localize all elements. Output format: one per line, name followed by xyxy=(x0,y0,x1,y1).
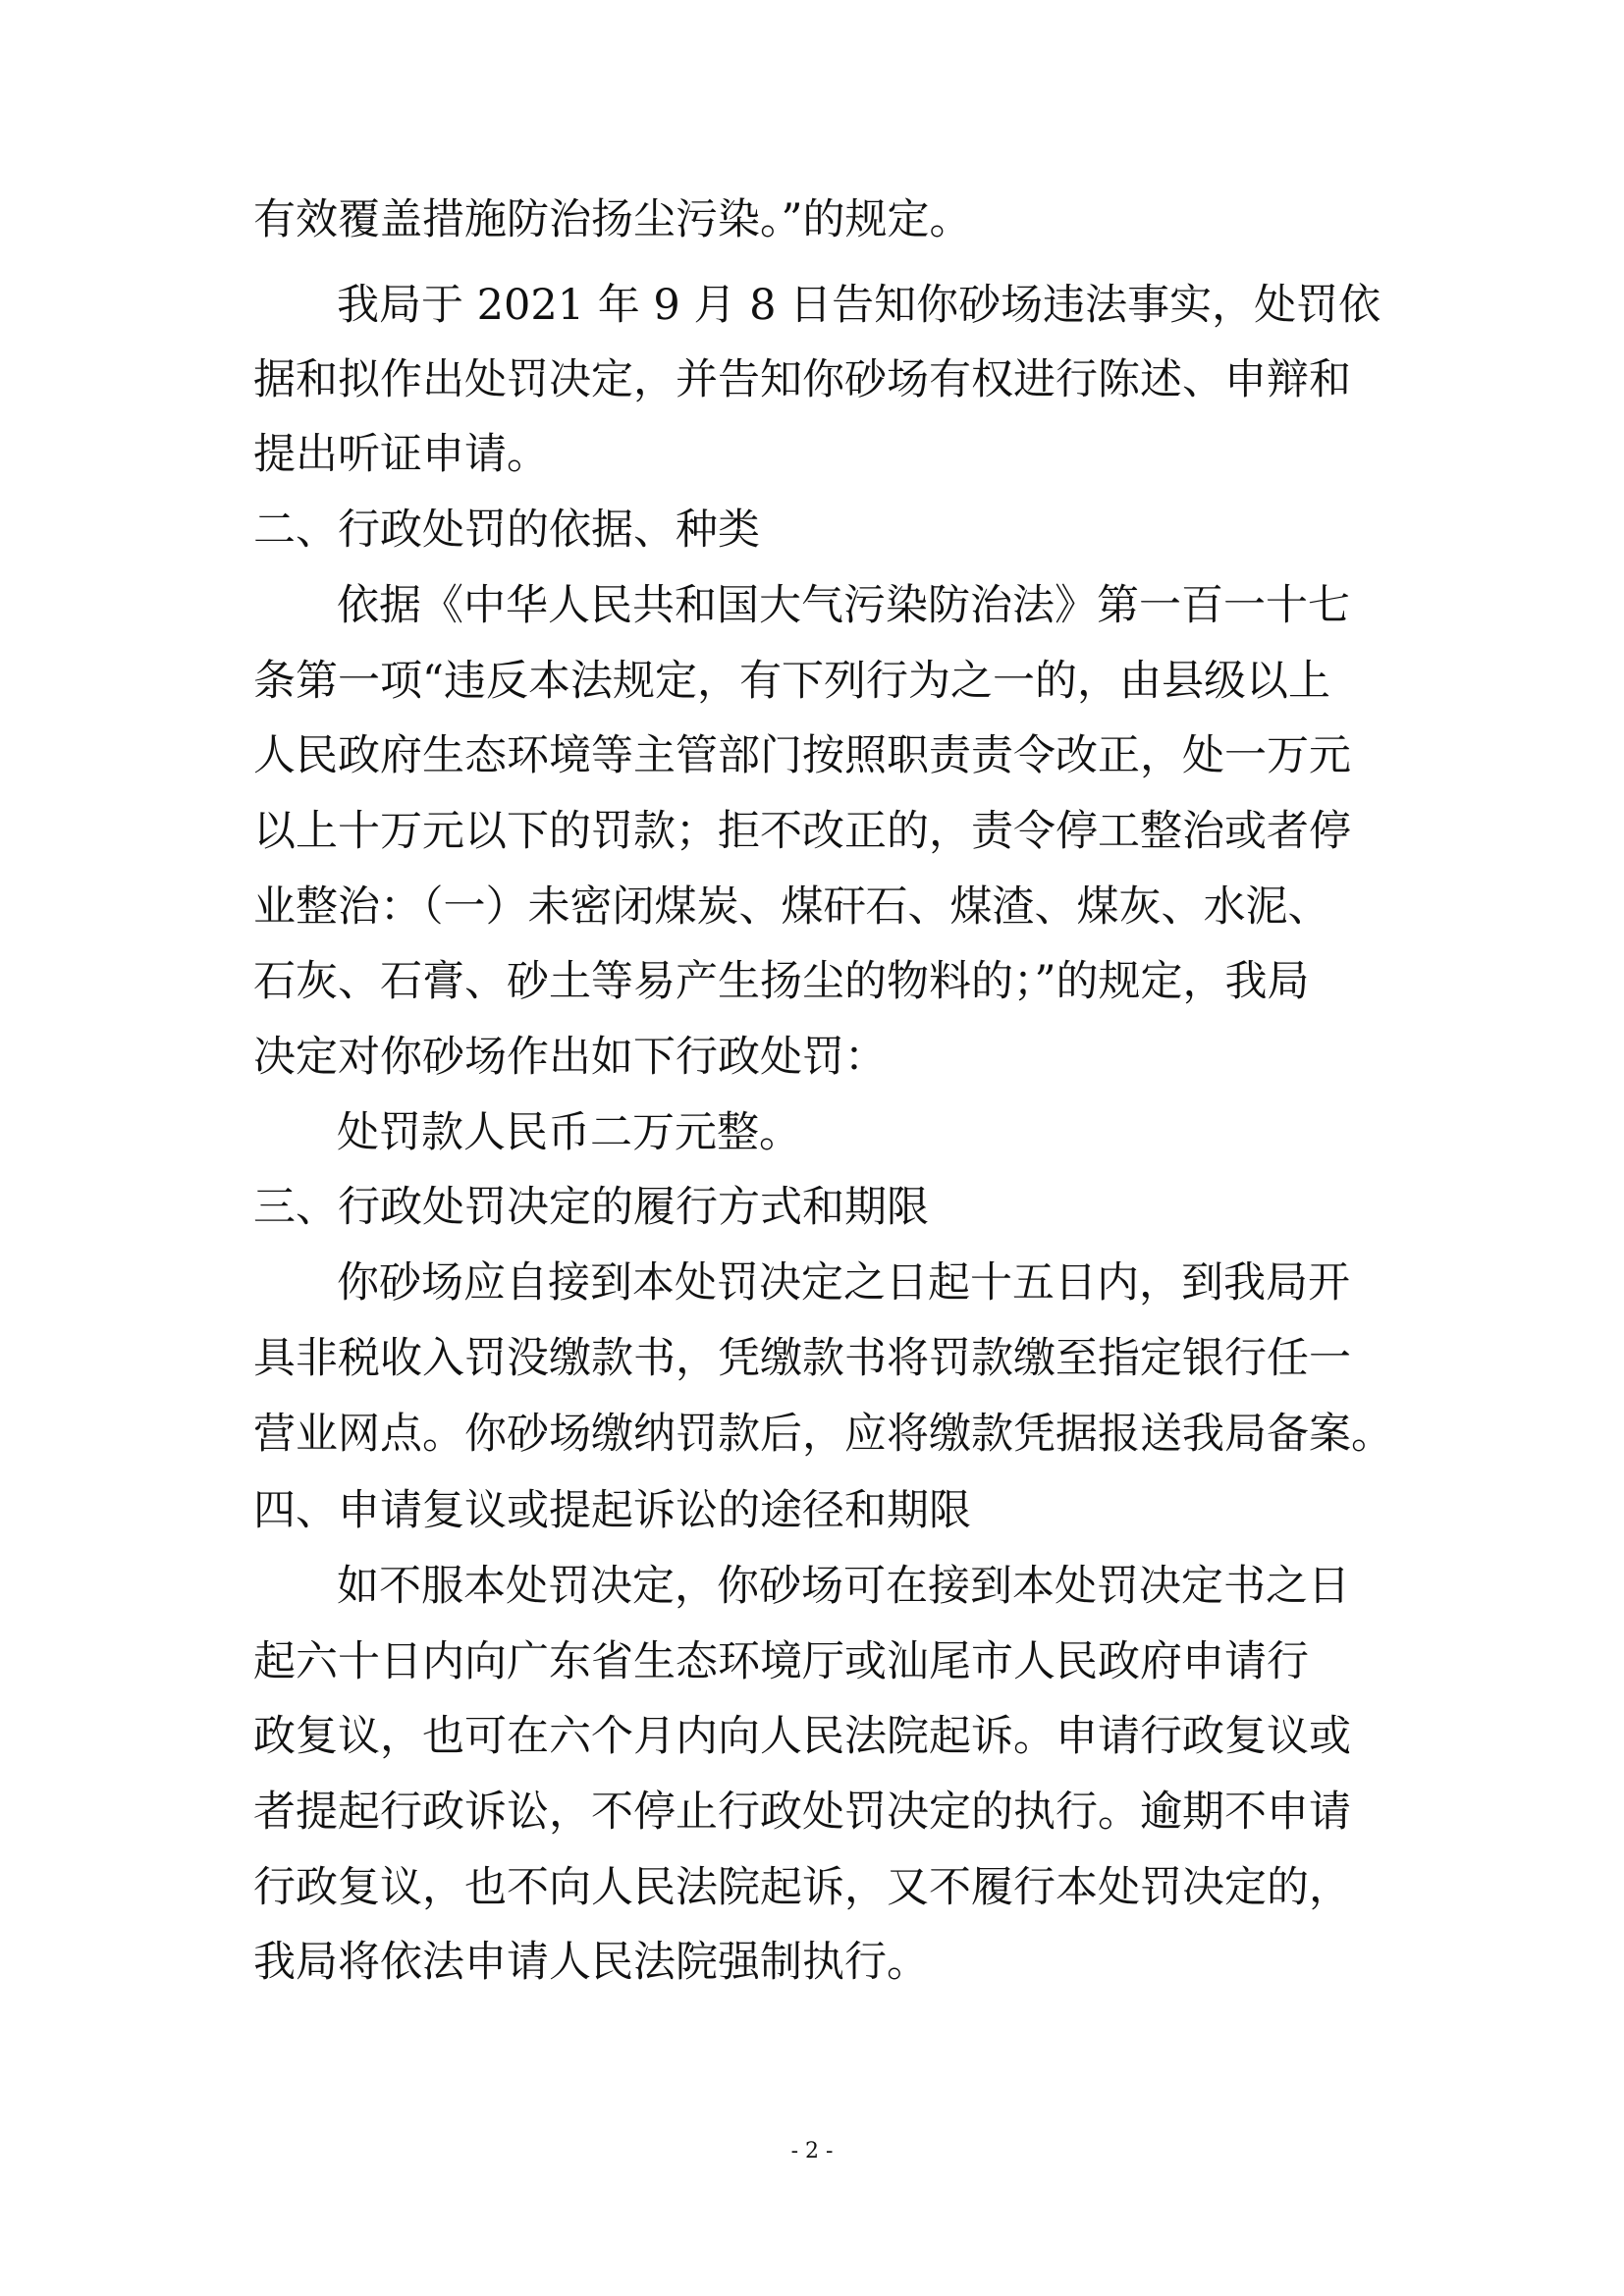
section-heading: 三、行政处罚决定的履行方式和期限 xyxy=(253,1183,929,1232)
paragraph-line: 业整治：（一）未密闭煤炭、煤矸石、煤渣、煤灰、水泥、 xyxy=(253,882,1330,932)
paragraph-line: 有效覆盖措施防治扬尘污染。”的规定。 xyxy=(253,195,972,244)
section-heading: 二、行政处罚的依据、种类 xyxy=(253,506,760,555)
paragraph-line: 条第一项“违反本法规定，有下列行为之一的，由县级以上 xyxy=(253,657,1330,706)
paragraph-line: 如不服本处罚决定，你砂场可在接到本处罚决定书之日 xyxy=(337,1562,1350,1611)
paragraph-line: 政复议，也可在六个月内向人民法院起诉。申请行政复议或 xyxy=(253,1712,1351,1761)
paragraph-line: 决定对你砂场作出如下行政处罚： xyxy=(253,1033,887,1082)
paragraph-line: 起六十日内向广东省生态环境厅或汕尾市人民政府申请行 xyxy=(253,1637,1309,1686)
paragraph-line: 提出听证申请。 xyxy=(253,430,549,479)
page-number: - 2 - xyxy=(790,2139,834,2163)
paragraph-line: 处罚款人民币二万元整。 xyxy=(337,1108,801,1157)
paragraph-line: 依据《中华人民共和国大气污染防治法》第一百一十七 xyxy=(337,581,1350,630)
paragraph-line: 你砂场应自接到本处罚决定之日起十五日内，到我局开 xyxy=(337,1258,1350,1308)
paragraph-line: 以上十万元以下的罚款；拒不改正的，责令停工整治或者停 xyxy=(253,807,1351,856)
paragraph-line: 人民政府生态环境等主管部门按照职责责令改正，处一万元 xyxy=(253,731,1351,780)
paragraph-line: 营业网点。你砂场缴纳罚款后，应将缴款凭据报送我局备案。 xyxy=(253,1410,1393,1459)
paragraph-line: 我局于 2021 年 9 月 8 日告知你砂场违法事实，处罚依 xyxy=(337,281,1381,330)
paragraph-line: 行政复议，也不向人民法院起诉，又不履行本处罚决定的， xyxy=(253,1863,1351,1912)
paragraph-line: 据和拟作出处罚决定，并告知你砂场有权进行陈述、申辩和 xyxy=(253,355,1351,404)
paragraph-line: 者提起行政诉讼，不停止行政处罚决定的执行。逾期不申请 xyxy=(253,1788,1351,1837)
section-heading: 四、申请复议或提起诉讼的途径和期限 xyxy=(253,1486,971,1535)
paragraph-line: 石灰、石膏、砂土等易产生扬尘的物料的；”的规定，我局 xyxy=(253,957,1310,1006)
paragraph-line: 具非税收入罚没缴款书，凭缴款书将罚款缴至指定银行任一 xyxy=(253,1334,1351,1383)
paragraph-line: 我局将依法申请人民法院强制执行。 xyxy=(253,1938,929,1987)
